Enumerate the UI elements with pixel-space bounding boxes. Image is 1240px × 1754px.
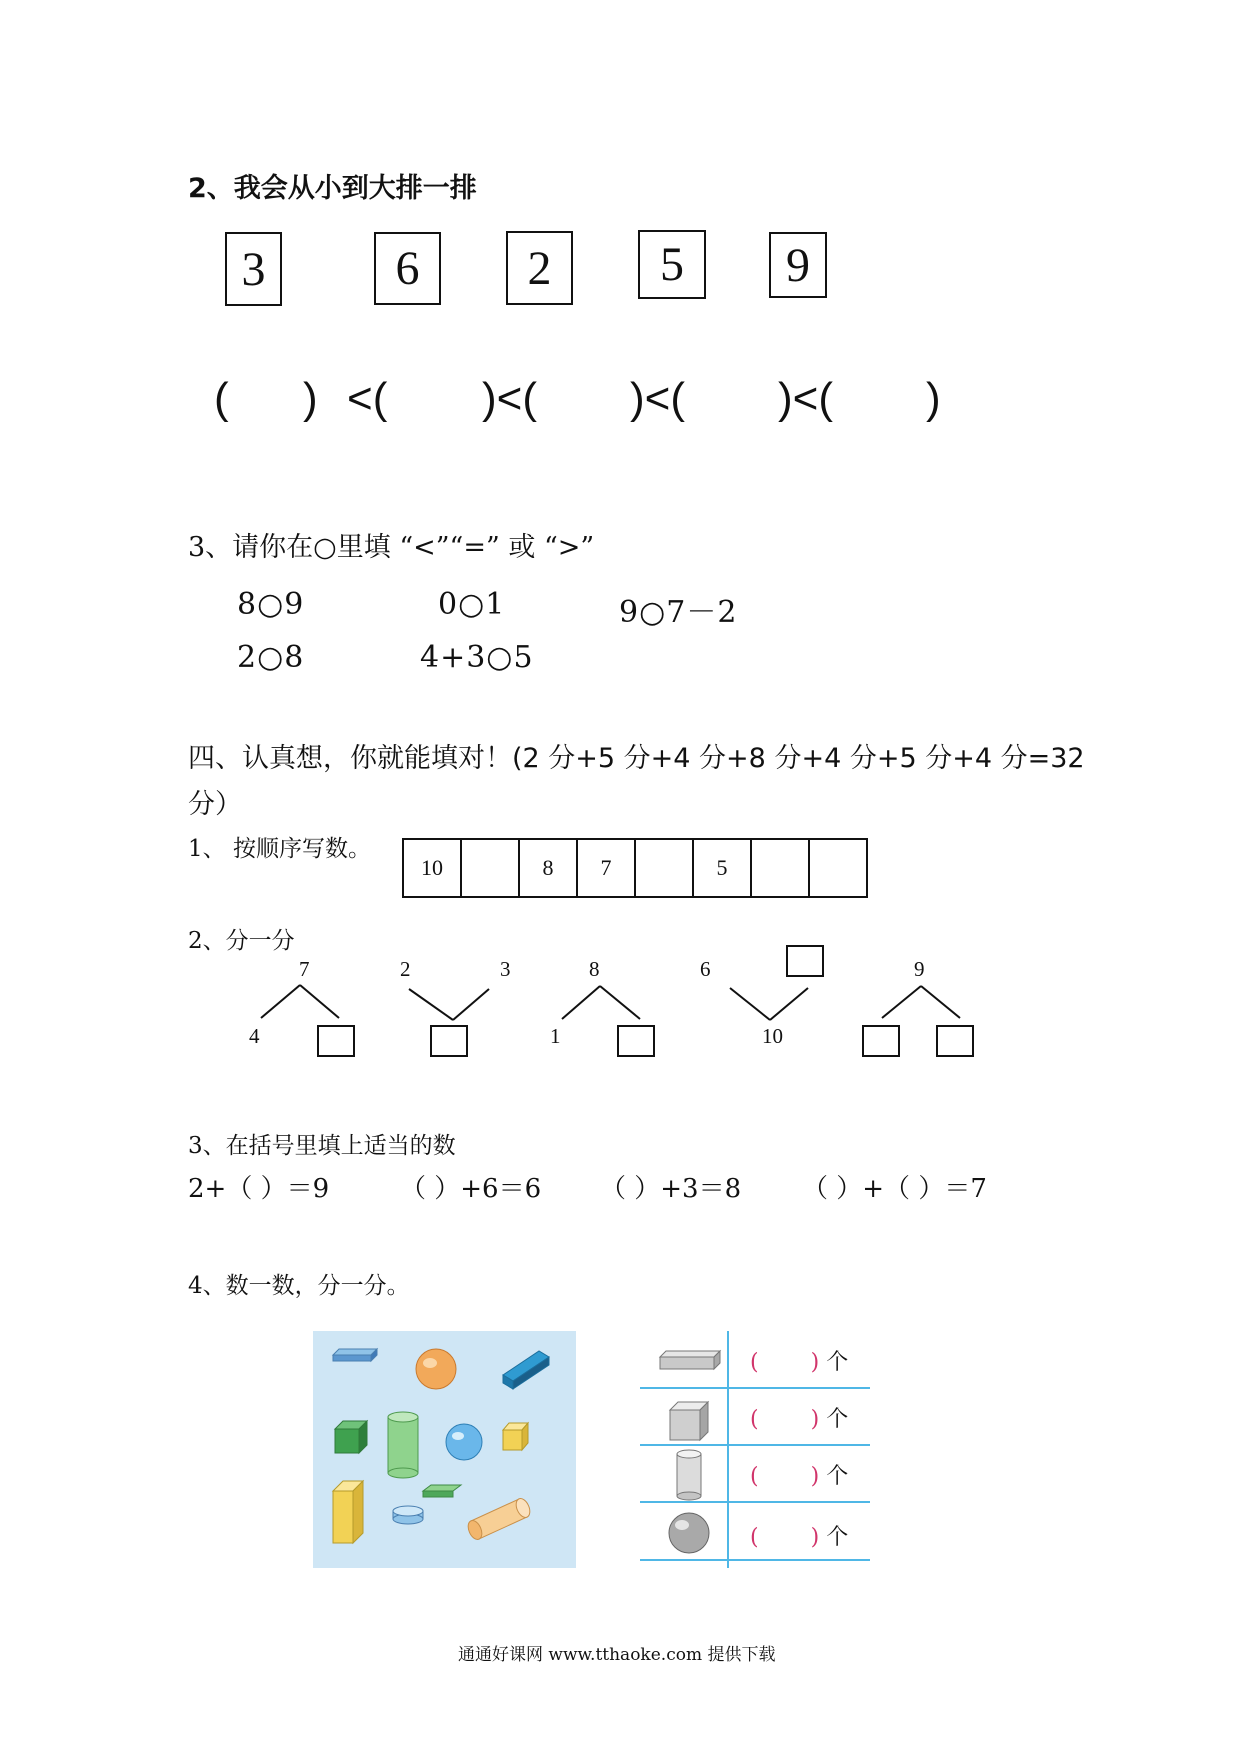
shapes-illustration	[313, 1331, 576, 1568]
open-paren: (	[750, 1350, 759, 1375]
tree-branch	[730, 988, 770, 1020]
unit-label: 个	[826, 1464, 849, 1489]
count-row	[640, 1388, 876, 1444]
q4-label: 4、数一数，分一分。	[188, 1273, 410, 1299]
number-box: 6	[374, 232, 441, 305]
count-answer[interactable]	[750, 1459, 848, 1490]
tree-bottom-number: 10	[762, 1024, 783, 1048]
tree-branch	[600, 986, 640, 1019]
q1-label: 1、 按顺序写数。	[188, 836, 371, 862]
count-row	[640, 1502, 876, 1558]
tree-right-number: 3	[500, 957, 511, 981]
tree-branch	[562, 986, 600, 1019]
tree-left-number: 4	[249, 1024, 260, 1048]
cylinder-icon	[674, 1449, 704, 1501]
cube-icon	[666, 1398, 712, 1442]
tree-left-number: 6	[700, 957, 711, 981]
tree-branch	[770, 988, 808, 1020]
section-title-order: 2、我会从小到大排一排	[188, 173, 477, 204]
count-answer[interactable]	[750, 1520, 848, 1551]
sphere-icon	[666, 1510, 712, 1556]
answer-paren: (	[214, 374, 229, 423]
tree-top-number: 9	[914, 957, 925, 981]
count-table	[640, 1331, 876, 1568]
q2-label: 2、分一分	[188, 928, 295, 954]
answer-paren: )<(	[482, 374, 537, 423]
fill-equation[interactable]: （ ）+3＝8	[600, 1174, 742, 1204]
number-box: 9	[769, 232, 827, 298]
close-paren: )	[810, 1350, 820, 1375]
tree-branch	[921, 986, 960, 1018]
close-paren: )	[810, 1407, 820, 1432]
number-box: 3	[225, 232, 282, 306]
count-row	[640, 1445, 876, 1501]
unit-label: 个	[826, 1350, 849, 1375]
tree-left-number: 1	[550, 1024, 561, 1048]
answer-box[interactable]	[936, 1025, 974, 1057]
open-paren: (	[750, 1525, 759, 1550]
unit-label: 个	[826, 1407, 849, 1432]
part4-title-continued: 分）	[188, 789, 242, 820]
tree-branch	[453, 989, 489, 1020]
count-row	[640, 1331, 876, 1387]
answer-paren: )<(	[630, 374, 685, 423]
count-answer[interactable]	[750, 1345, 848, 1376]
tree-top-number: 8	[589, 957, 600, 981]
unit-label: 个	[826, 1525, 849, 1550]
answer-box[interactable]	[862, 1025, 900, 1057]
answer-paren: <(	[347, 374, 388, 423]
sequence-cell: 8	[519, 839, 577, 897]
open-paren: (	[750, 1407, 759, 1432]
tree-branch	[409, 989, 453, 1020]
answer-paren: )	[926, 374, 941, 423]
fill-equation[interactable]: （ ）+（ ）＝7	[802, 1174, 987, 1204]
cuboid-icon	[658, 1347, 722, 1373]
answer-box[interactable]	[786, 945, 824, 977]
close-paren: )	[810, 1464, 820, 1489]
sequence-cell: 5	[693, 839, 751, 897]
fill-equation[interactable]: 2+（ ）＝9	[188, 1174, 330, 1204]
fill-equation[interactable]: （ ）+6＝6	[400, 1174, 542, 1204]
compare-item: 9○7－2	[619, 595, 738, 630]
tree-top-number: 7	[299, 957, 310, 981]
footer-text: 通通好课网 www.tthaoke.com 提供下载	[458, 1645, 776, 1665]
sequence-cell: 7	[577, 839, 635, 897]
compare-item: 0○1	[438, 587, 506, 622]
count-answer[interactable]	[750, 1402, 848, 1433]
tree-branch	[261, 985, 300, 1018]
part4-title: 四、认真想，你就能填对！(2 分+5 分+4 分+8 分+4 分+5 分+4 分=32	[188, 743, 1085, 774]
number-box: 2	[506, 231, 573, 305]
answer-paren: )<(	[778, 374, 833, 423]
close-paren: )	[810, 1525, 820, 1550]
number-box: 5	[638, 230, 706, 299]
tree-branch	[300, 985, 339, 1018]
tree-left-number: 2	[400, 957, 411, 981]
answer-paren: )	[303, 374, 318, 423]
answer-box[interactable]	[317, 1025, 355, 1057]
answer-box[interactable]	[617, 1025, 655, 1057]
open-paren: (	[750, 1464, 759, 1489]
shapes-picture	[313, 1331, 576, 1568]
q3-label: 3、在括号里填上适当的数	[188, 1133, 456, 1159]
section-title-compare: 3、请你在○里填 “<”“=” 或 “>”	[188, 532, 595, 563]
sequence-cell: 10	[403, 839, 461, 897]
compare-item: 8○9	[237, 587, 305, 622]
compare-item: 4+3○5	[420, 640, 534, 675]
answer-box[interactable]	[430, 1025, 468, 1057]
tree-branch	[882, 986, 921, 1018]
compare-item: 2○8	[237, 640, 305, 675]
